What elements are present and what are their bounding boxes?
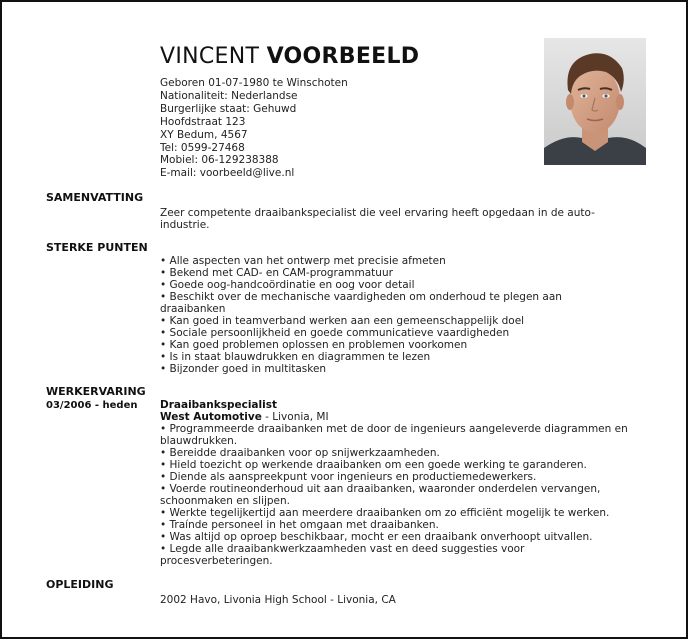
experience-item: • Voerde routineonderhoud uit aan draaibanken, waaronder onderdelen vervangen,: [160, 483, 601, 495]
strength-item: draaibanken: [160, 303, 226, 315]
experience-item: • Traínde personeel in het omgaan met draaibanken.: [160, 519, 439, 531]
contact-line: Nationaliteit: Nederlandse: [160, 89, 298, 102]
experience-item: • Diende als aanspreekpunt voor ingenieurs en productiemedewerkers.: [160, 471, 537, 483]
strength-item: • Alle aspecten van het ontwerp met precisie afmeten: [160, 255, 446, 267]
experience-item: schoonmaken en slijpen.: [160, 495, 291, 507]
experience-item: • Bereidde draaibanken voor op snijwerkzaamheden.: [160, 447, 440, 459]
contact-line: XY Bedum, 4567: [160, 128, 248, 141]
last-name: VOORBEELD: [266, 44, 420, 69]
experience-block: [160, 399, 650, 567]
strength-item: • Kan goed problemen oplossen en problemen voorkomen: [160, 339, 468, 351]
strengths-list: [160, 255, 650, 375]
contact-line: Burgerlijke staat: Gehuwd: [160, 102, 297, 115]
experience-item: • Legde alle draaibankwerkzaamheden vast en deed suggesties voor: [160, 543, 525, 555]
experience-item: blauwdrukken.: [160, 435, 238, 447]
experience-item: • Was altijd op oproep beschikbaar, mocht er een draaibank onverhoopt uitvallen.: [160, 531, 593, 543]
strength-item: • Bekend met CAD- en CAM-programmatuur: [160, 267, 393, 279]
candidate-name: [160, 44, 419, 69]
strength-item: • Goede oog-handcoördinatie en oog voor detail: [160, 279, 415, 291]
strength-item: • Is in staat blauwdrukken en diagrammen te lezen: [160, 351, 431, 363]
experience-item: • Hield toezicht op werkende draaibanken om een goede werking te garanderen.: [160, 459, 587, 471]
first-name: VINCENT: [160, 44, 260, 69]
contact-line: Tel: 0599-27468: [160, 141, 245, 154]
education-item: 2002 Havo, Livonia High School - Livonia, CA: [160, 594, 396, 606]
section-label-education: OPLEIDING: [46, 578, 114, 591]
strength-item: • Bijzonder goed in multitasken: [160, 363, 327, 375]
summary-line: Zeer competente draaibankspecialist die veel ervaring heeft opgedaan in de auto-: [160, 207, 595, 219]
employer-location: - Livonia, MI: [261, 411, 329, 423]
section-label-experience: WERKERVARING: [46, 385, 146, 398]
strength-item: • Sociale persoonlijkheid en goede communicatieve vaardigheden: [160, 327, 510, 339]
strength-item: • Beschikt over de mechanische vaardigheden om onderhoud te plegen aan: [160, 291, 562, 303]
experience-item: procesverbeteringen.: [160, 555, 273, 567]
job-period: 03/2006 - heden: [46, 400, 138, 411]
section-label-summary: SAMENVATTING: [46, 191, 144, 204]
summary-line: industrie.: [160, 219, 210, 231]
experience-item: • Werkte tegelijkertijd aan meerdere draaibanken om zo efficiënt mogelijk te werken.: [160, 507, 610, 519]
employer-line: [160, 411, 650, 423]
profile-photo: [544, 38, 646, 165]
summary-text: [160, 207, 650, 231]
contact-details: [160, 77, 348, 180]
education-block: [160, 594, 650, 606]
contact-line: Geboren 01-07-1980 te Winschoten: [160, 77, 348, 89]
strength-item: • Kan goed in teamverband werken aan een gemeenschappelijk doel: [160, 315, 525, 327]
contact-line: Mobiel: 06-129238388: [160, 154, 279, 167]
experience-item: • Programmeerde draaibanken met de door de ingenieurs aangeleverde diagrammen en: [160, 423, 628, 435]
section-label-strengths: STERKE PUNTEN: [46, 241, 148, 254]
contact-line: Hoofdstraat 123: [160, 115, 246, 128]
employer-name: West Automotive: [160, 411, 262, 423]
contact-line: E-mail: voorbeeld@live.nl: [160, 167, 295, 180]
job-title: Draaibankspecialist: [160, 399, 277, 411]
portrait-image: [544, 38, 646, 165]
